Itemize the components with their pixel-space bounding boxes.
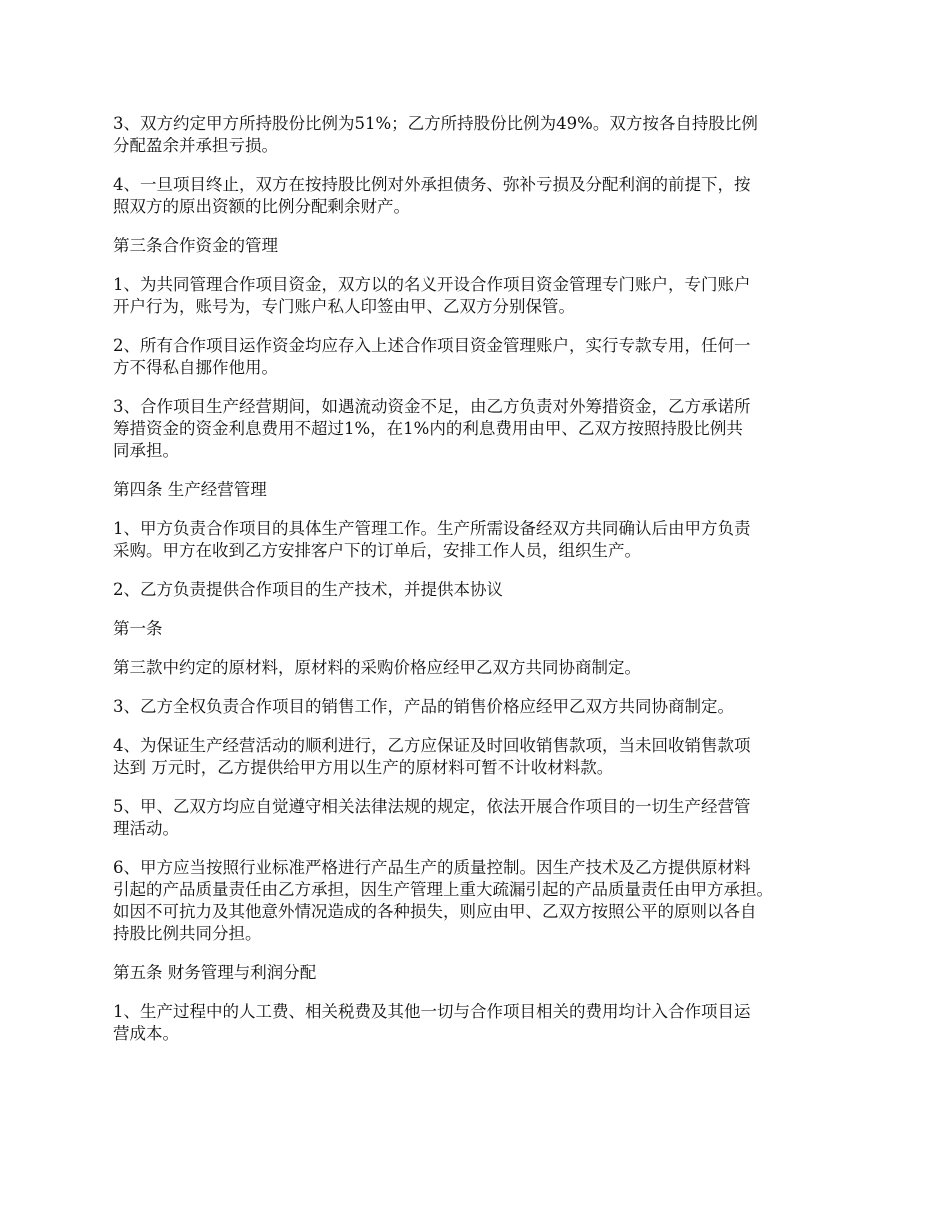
text-line: 照双方的原出资额的比例分配剩余财产。 [113, 197, 410, 216]
text-line: 营成本。 [113, 1024, 179, 1043]
paragraph-receivables [113, 735, 838, 779]
paragraph-production-technology [113, 579, 838, 601]
paragraph-quality-control [113, 857, 838, 945]
text-line: 3、合作项目生产经营期间，如遇流动资金不足，由乙方负责对外筹措资金，乙方承诺所 [113, 397, 751, 416]
text-line: 方不得私自挪作他用。 [113, 358, 278, 377]
text-line: 1、为共同管理合作项目资金，双方以的名义开设合作项目资金管理专门账户，专门账户 [113, 275, 751, 294]
text-line: 2、乙方负责提供合作项目的生产技术，并提供本协议 [113, 580, 503, 599]
text-line: 理活动。 [113, 819, 179, 838]
paragraph-fund-account [113, 274, 838, 318]
section-heading-article-3 [113, 235, 838, 257]
text-line: 4、为保证生产经营活动的顺利进行，乙方应保证及时回收销售款项，当未回收销售款项 [113, 736, 751, 755]
heading-text: 第三条合作资金的管理 [113, 236, 278, 255]
heading-text: 第五条 财务管理与利润分配 [113, 963, 317, 982]
text-line: 1、甲方负责合作项目的具体生产管理工作。生产所需设备经双方共同确认后由甲方负责 [113, 519, 751, 538]
paragraph-article-ref [113, 618, 838, 640]
section-heading-article-5 [113, 962, 838, 984]
text-line: 持股比例共同分担。 [113, 924, 262, 943]
text-line: 采购。甲方在收到乙方安排客户下的订单后，安排工作人员，组织生产。 [113, 541, 641, 560]
text-line: 达到 万元时，乙方提供给甲方用以生产的原材料可暂不计收材料款。 [113, 758, 614, 777]
text-line: 2、所有合作项目运作资金均应存入上述合作项目资金管理账户，实行专款专用，任何一 [113, 336, 751, 355]
paragraph-fund-usage [113, 335, 838, 379]
text-line: 6、甲方应当按照行业标准严格进行产品生产的质量控制。因生产技术及乙方提供原材料 [113, 858, 751, 877]
paragraph-working-capital [113, 396, 838, 462]
paragraph-shareholding-ratio [113, 113, 838, 157]
text-line: 第一条 [113, 619, 163, 638]
text-line: 5、甲、乙双方均应自觉遵守相关法律法规的规定，依法开展合作项目的一切生产经营管 [113, 797, 751, 816]
paragraph-project-termination [113, 174, 838, 218]
section-heading-article-4 [113, 479, 838, 501]
text-line: 开户行为，账号为，专门账户私人印签由甲、乙双方分别保管。 [113, 297, 575, 316]
text-line: 引起的产品质量责任由乙方承担，因生产管理上重大疏漏引起的产品质量责任由甲方承担。 [113, 880, 773, 899]
heading-text: 第四条 生产经营管理 [113, 480, 267, 499]
text-line: 如因不可抗力及其他意外情况造成的各种损失，则应由甲、乙双方按照公平的原则以各自 [113, 902, 757, 921]
text-line: 1、生产过程中的人工费、相关税费及其他一切与合作项目相关的费用均计入合作项目运 [113, 1002, 751, 1021]
paragraph-sales [113, 696, 838, 718]
paragraph-production-management [113, 518, 838, 562]
paragraph-raw-materials [113, 657, 838, 679]
paragraph-legal-compliance [113, 796, 838, 840]
document-page [113, 113, 838, 1062]
text-line: 3、乙方全权负责合作项目的销售工作，产品的销售价格应经甲乙双方共同协商制定。 [113, 697, 734, 716]
text-line: 3、双方约定甲方所持股份比例为51%；乙方所持股份比例为49%。双方按各自持股比例 [113, 114, 758, 133]
text-line: 第三款中约定的原材料，原材料的采购价格应经甲乙双方共同协商制定。 [113, 658, 641, 677]
text-line: 4、一旦项目终止，双方在按持股比例对外承担债务、弥补亏损及分配利润的前提下，按 [113, 175, 751, 194]
text-line: 同承担。 [113, 441, 179, 460]
paragraph-operating-costs [113, 1001, 838, 1045]
text-line: 分配盈余并承担亏损。 [113, 136, 278, 155]
text-line: 筹措资金的资金利息费用不超过1%，在1%内的利息费用由甲、乙双方按照持股比例共 [113, 419, 743, 438]
